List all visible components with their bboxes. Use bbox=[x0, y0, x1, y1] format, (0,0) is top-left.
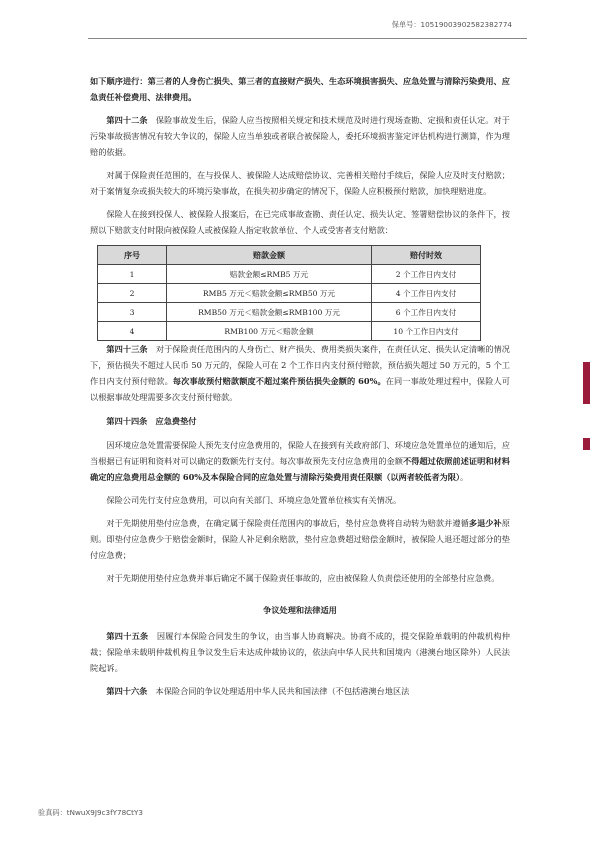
article-42-label: 第四十二条 bbox=[106, 115, 148, 125]
row-index: 3 bbox=[98, 303, 167, 322]
header-index: 序号 bbox=[98, 246, 167, 265]
article-44-paragraph-4: 对于先期使用垫付应急费并事后确定不属于保险责任事故的，应由被保险人负责偿还使用的全部垫付应急费。 bbox=[106, 573, 500, 583]
table-row bbox=[98, 284, 481, 303]
header-timeline: 赔付时效 bbox=[372, 246, 481, 265]
policy-number: 保单号：10519003902582382774 bbox=[391, 20, 512, 29]
article-46-paragraph bbox=[90, 683, 510, 699]
article-42-text-1: 保险事故发生后，保险人应当按照相关规定和技术规范及时进行现场查勘、定损和责任认定。对于污染事故损害情况有较大争议的，保险人应当单独或者联合被保险人，委托环境损害鉴定评估机构进行测算，作为理赔的依据。 bbox=[90, 115, 510, 157]
article-45-label: 第四十五条 bbox=[106, 631, 149, 641]
article-44-paragraph-1 bbox=[90, 437, 510, 485]
side-mark-bottom bbox=[583, 438, 590, 450]
row-index: 2 bbox=[98, 284, 167, 303]
header-rule bbox=[88, 38, 527, 39]
article-44-paragraph-3 bbox=[90, 515, 510, 563]
section-title: 争议处理和法律适用 bbox=[263, 605, 337, 615]
article-43-text-bold: 每次事故预付赔款额度不超过案件预估损失金额的 60%。 bbox=[172, 376, 386, 386]
article-46-label: 第四十六条 bbox=[106, 686, 148, 696]
article-43-label: 第四十三条 bbox=[106, 344, 148, 354]
verification-code: 验真码：tNwuX9J9c3fY78CtY3 bbox=[38, 808, 143, 817]
article-42-paragraph-3: 保险人在接到投保人、被保险人报案后，在已完成事故查勘、责任认定、损失认定、签署赔偿协议的条件下，按照以下赔款支付时限向被保险人或被保险人指定收款单位、个人或受害者支付赔款： bbox=[90, 209, 510, 235]
document-body bbox=[90, 73, 510, 706]
article-46-text: 本保险合同的争议处理适用中华人民共和国法律（不包括港澳台地区法 bbox=[155, 686, 410, 696]
side-mark-top bbox=[583, 362, 590, 404]
article-44-paragraph-2: 保险公司先行支付应急费用，可以向有关部门、环境应急处置单位核实有关情况。 bbox=[106, 495, 402, 505]
article-43-text-a: 对于保险责任范围内的人身伤亡、财产损失、费用类损失案件，在责任认定、损失认定清晰的情况下，预估损失不超过人民币 50 万元的，保险人可在 2 个工作日内支付预付赔款，预估损失超过 50 万元的，5 个工作日内支付预付赔款。 bbox=[90, 344, 510, 386]
article-44-text-bold: 不得超过依照前述证明和材料确定的应急费用总金额的 60%及本保险合同的应急处置与清除污染费用责任限额（以两者较低者为限） bbox=[90, 456, 510, 482]
article-44-text-a: 因环境应急处置需要保险人预先支付应急费用的，保险人在接到有关政府部门、环境应急处置单位的通知后，应当根据已有证明和资料对可以确定的数额先行支付。每次事故预先支付应急费用的金额 bbox=[90, 440, 510, 466]
row-timeline: 2 个工作日内支付 bbox=[372, 265, 481, 284]
article-42-paragraph-1 bbox=[90, 112, 510, 160]
row-index: 1 bbox=[98, 265, 167, 284]
article-43-text-b: 在同一事故处理过程中，保险人可以根据事故处理需要多次支付预付赔款。 bbox=[90, 376, 510, 402]
article-43-paragraph bbox=[90, 341, 510, 405]
article-45-text: 因履行本保险合同发生的争议，由当事人协商解决。协商不成的，提交保险单载明的仲裁机构仲裁；保险单未载明仲裁机构且争议发生后未达成仲裁协议的，依法向中华人民共和国境内（港澳台地区除外）人民法院起诉。 bbox=[90, 631, 510, 673]
table-row bbox=[98, 303, 481, 322]
table-header-row bbox=[98, 246, 481, 265]
payment-timeline-table bbox=[97, 245, 481, 341]
row-index: 4 bbox=[98, 322, 167, 341]
article-44-p3-bold: 多退少补 bbox=[468, 518, 502, 528]
article-45-paragraph bbox=[90, 628, 510, 676]
row-timeline: 10 个工作日内支付 bbox=[372, 322, 481, 341]
article-44-title: 第四十四条 应急费垫付 bbox=[106, 416, 197, 426]
row-amount: RMB5 万元＜赔款金额≤RMB50 万元 bbox=[167, 284, 372, 303]
row-timeline: 6 个工作日内支付 bbox=[372, 303, 481, 322]
article-44-p3-a: 对于先期使用垫付应急费，在确定属于保险责任范围内的事故后，垫付应急费将自动转为赔款并遵循 bbox=[106, 518, 469, 528]
article-42-paragraph-2: 对属于保险责任范围的，在与投保人、被保险人达成赔偿协议、完善相关赔付手续后，保险人应及时支付赔款；对于案情复杂或损失较大的环境污染事故，在损失初步确定的情况下，保险人应积极预付赔款，加快理赔进度。 bbox=[90, 170, 510, 196]
row-amount: 赔款金额≤RMB5 万元 bbox=[167, 265, 372, 284]
table-row bbox=[98, 265, 481, 284]
article-44-p3-b: 原则。即垫付应急费少于赔偿金额时，保险人补足剩余赔款，垫付应急费超过赔偿金额时，被保险人退还超过部分的垫付应急费； bbox=[90, 518, 510, 560]
article-44-text-end: 。 bbox=[460, 472, 469, 482]
intro-paragraph: 如下顺序进行：第三者的人身伤亡损失、第三者的直接财产损失、生态环境损害损失、应急处置与清除污染费用、应急责任补偿费用、法律费用。 bbox=[90, 76, 510, 102]
table-row bbox=[98, 322, 481, 341]
header-amount: 赔款金额 bbox=[167, 246, 372, 265]
row-timeline: 4 个工作日内支付 bbox=[372, 284, 481, 303]
row-amount: RMB50 万元＜赔款金额≤RMB100 万元 bbox=[167, 303, 372, 322]
row-amount: RMB100 万元＜赔款金额 bbox=[167, 322, 372, 341]
